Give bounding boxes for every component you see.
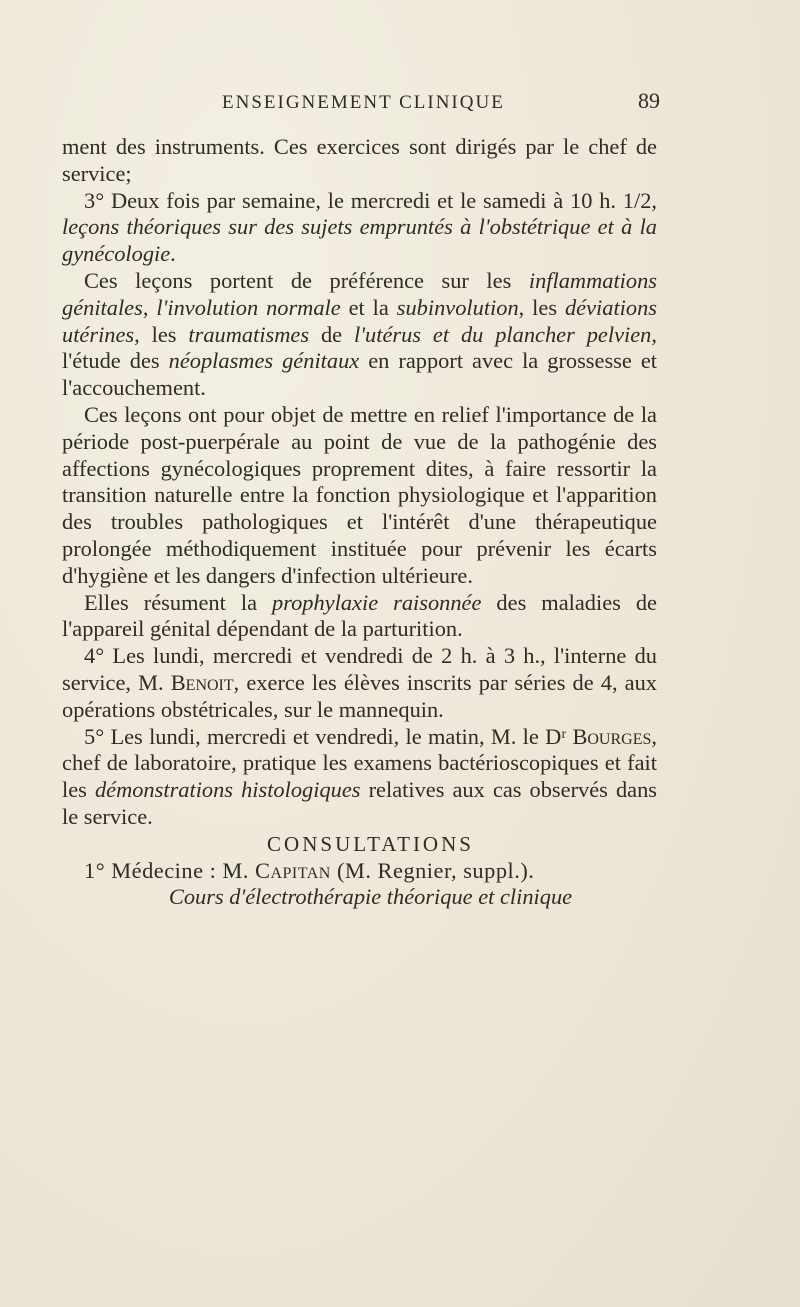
paragraph bbox=[62, 188, 657, 268]
small-caps-run: Capitan bbox=[255, 857, 331, 883]
paragraph bbox=[62, 402, 657, 590]
italic-run: traumatismes bbox=[188, 321, 310, 347]
text-run: , l'étude des bbox=[62, 321, 657, 374]
paragraph bbox=[62, 724, 657, 831]
text-run: , les bbox=[134, 321, 189, 347]
small-caps-run: Bourges bbox=[572, 723, 652, 749]
text-run: Ces leçons ont pour objet de mettre en relief l'importance de la période post-puerpérale au point de vue de la pathogénie des affections gynécologiques proprement dites, à faire ressortir la transition naturelle entre la fonction physiologique et l'apparition des troubles pathologiques et l'intérêt d'une thérapeutique prolongée méthodiquement instituée pour prévenir les écarts d'hygiène et les dangers d'infection ultérieure. bbox=[62, 401, 657, 588]
running-title: ENSEIGNEMENT CLINIQUE bbox=[222, 92, 505, 113]
page-number: 89 bbox=[638, 88, 660, 113]
paragraph bbox=[62, 268, 657, 402]
text-run: , exerce les élèves inscrits par séries de 4, aux opérations obstétricales, sur le mannequin. bbox=[62, 669, 657, 722]
italic-run: prophylaxie raisonnée bbox=[272, 589, 482, 615]
small-caps-run: Benoit bbox=[170, 669, 234, 695]
italic-run: démonstrations histologiques bbox=[94, 777, 361, 803]
consultation-item bbox=[62, 858, 657, 885]
paragraph bbox=[62, 134, 657, 188]
italic-run: déviations utérines bbox=[62, 294, 657, 347]
paragraph bbox=[62, 590, 657, 644]
text-run: et la bbox=[340, 294, 397, 320]
page-body bbox=[62, 134, 657, 911]
italic-run: néoplasmes génitaux bbox=[168, 348, 360, 374]
italic-run: leçons théoriques sur des sujets empruntés à l'obstétrique et à la gynécologie bbox=[62, 214, 657, 267]
text-run: 1° Médecine : M. bbox=[84, 857, 256, 883]
text-run: 5° Les lundi, mercredi et vendredi, le matin, M. le Dʳ bbox=[84, 723, 573, 749]
text-run: de bbox=[309, 321, 355, 347]
text-run: 3° Deux fois par semaine, le mercredi et le samedi à 10 h. 1/2, bbox=[84, 187, 657, 213]
text-run: , bbox=[142, 294, 157, 320]
text-run: , les bbox=[518, 294, 565, 320]
italic-run: l'involution normale bbox=[156, 294, 341, 320]
italic-run: l'utérus et du plancher pelvien bbox=[354, 321, 652, 347]
running-header bbox=[222, 88, 660, 114]
text-run: . bbox=[170, 241, 176, 267]
text-run: des maladies de l'appareil génital dépendant de la parturition. bbox=[62, 589, 657, 642]
course-title: Cours d'électrothérapie théorique et clinique bbox=[168, 884, 573, 910]
section-heading: CONSULTATIONS bbox=[267, 831, 474, 856]
text-run: Elles résument la bbox=[84, 589, 273, 615]
italic-run: subinvolution bbox=[396, 294, 519, 320]
text-run: 4° Les lundi, mercredi et vendredi de 2 h. à 3 h., l'interne du service, M. bbox=[62, 643, 657, 695]
text-run: Ces leçons portent de préférence sur les bbox=[84, 267, 529, 293]
paragraph bbox=[62, 643, 657, 723]
text-run: en rapport avec la grossesse et l'accouchement. bbox=[62, 348, 657, 401]
text-run: (M. Regnier, suppl.). bbox=[330, 857, 535, 883]
text-run: ment des instruments. Ces exercices sont dirigés par le chef de service; bbox=[62, 134, 657, 186]
text-run: relatives aux cas observés dans le service. bbox=[62, 777, 657, 829]
italic-run: inflammations génitales bbox=[62, 267, 657, 320]
text-run: , chef de laboratoire, pratique les examens bactérioscopiques et fait les bbox=[62, 723, 657, 803]
